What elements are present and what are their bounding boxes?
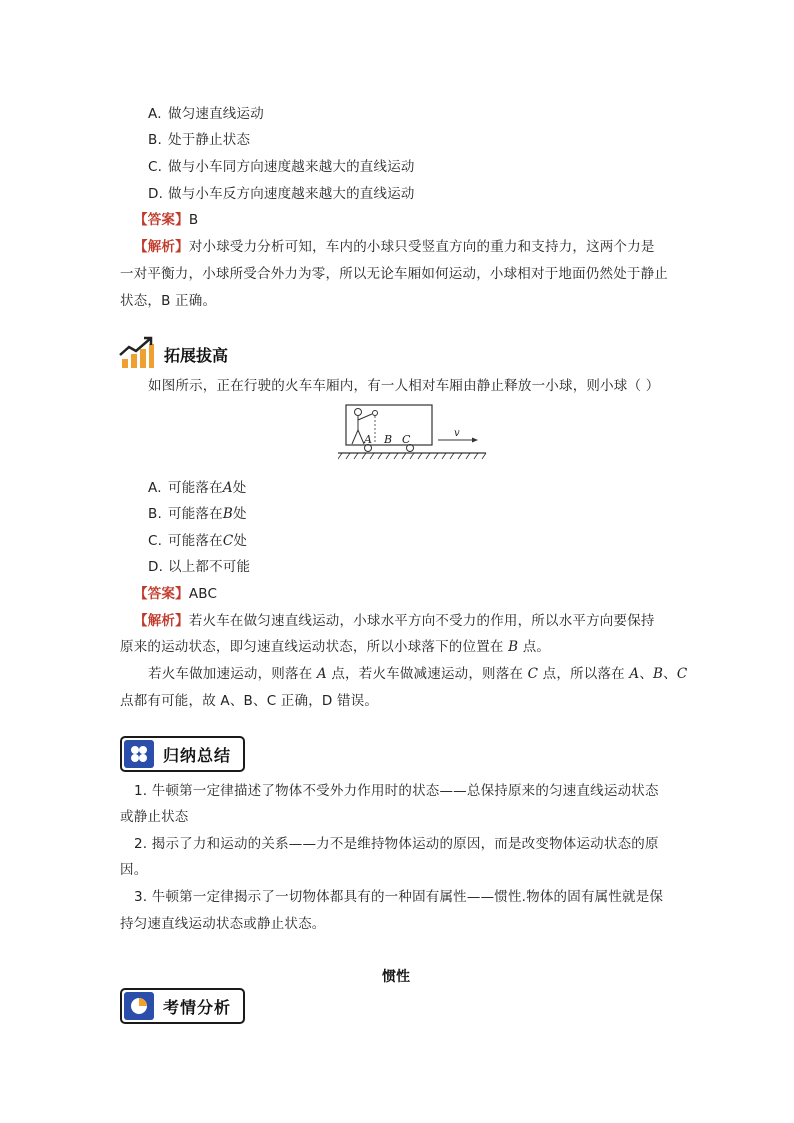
summary-item-1-line-2: 或静止状态	[120, 809, 189, 825]
extend-analysis-line-3: 若火车做加速运动，则落在 A 点，若火车做减速运动，则落在 C 点，所以落在 A、B、C	[148, 666, 688, 682]
pie-chart-icon	[124, 992, 154, 1020]
q1-analysis-line-3: 状态，B 正确。	[120, 293, 217, 309]
extend-analysis-line-4: 点都有可能，故 A、B、C 正确，D 错误。	[120, 693, 379, 709]
q1-answer: 【答案】B	[134, 212, 199, 228]
chart-growth-icon	[119, 335, 155, 369]
extend-analysis-line-1: 【解析】若火车在做匀速直线运动，小球水平方向不受力的作用，所以水平方向要保持	[134, 613, 655, 629]
q1-option-d: D. 做与小车反方向速度越来越大的直线运动	[148, 186, 415, 202]
q1-analysis-line-2: 一对平衡力，小球所受合外力为零，所以无论车厢如何运动，小球相对于地面仍然处于静止	[120, 266, 668, 282]
summary-title: 归纳总结	[163, 745, 232, 765]
q1-analysis-line-1: 【解析】对小球受力分析可知，车内的小球只受竖直方向的重力和支持力，这两个力是	[134, 239, 655, 255]
extend-question: 如图所示，正在行驶的火车车厢内，有一人相对车厢由静止释放一小球，则小球（ ）	[148, 378, 660, 394]
figure-label-c: C	[402, 433, 411, 446]
q1-option-a: A. 做匀速直线运动	[148, 106, 264, 122]
exam-analysis-title: 考情分析	[163, 997, 232, 1017]
extend-analysis-line-2: 原来的运动状态，即匀速直线运动状态，所以小球落下的位置在 B 点。	[120, 639, 551, 655]
summary-item-3-line-1: 3. 牛顿第一定律揭示了一切物体都具有的一种固有属性——惯性.物体的固有属性就是保	[134, 889, 664, 905]
extend-option-a: A. 可能落在A处	[148, 480, 247, 496]
train-figure	[338, 402, 488, 464]
figure-velocity-label: v	[454, 428, 460, 439]
q1-option-b: B. 处于静止状态	[148, 132, 251, 148]
extend-answer: 【答案】ABC	[134, 586, 218, 602]
summary-item-3-line-2: 持匀速直线运动状态或静止状态。	[120, 916, 326, 932]
exam-analysis-badge	[120, 988, 245, 1024]
inertia-title: 惯性	[382, 969, 410, 985]
extend-option-c: C. 可能落在C处	[148, 533, 248, 549]
clover-icon	[124, 740, 154, 768]
summary-item-2-line-2: 因。	[120, 862, 148, 878]
summary-item-2-line-1: 2. 揭示了力和运动的关系——力不是维持物体运动的原因，而是改变物体运动状态的原	[134, 836, 659, 852]
extend-option-d: D. 以上都不可能	[148, 559, 251, 575]
q1-option-c: C. 做与小车同方向速度越来越大的直线运动	[148, 159, 415, 175]
extend-option-b: B. 可能落在B处	[148, 506, 247, 522]
summary-item-1-line-1: 1. 牛顿第一定律描述了物体不受外力作用时的状态——总保持原来的匀速直线运动状态	[134, 783, 659, 799]
extend-section-title: 拓展拔高	[164, 346, 229, 365]
figure-label-a: A	[364, 433, 372, 446]
summary-badge	[120, 736, 245, 772]
figure-label-b: B	[384, 433, 393, 446]
